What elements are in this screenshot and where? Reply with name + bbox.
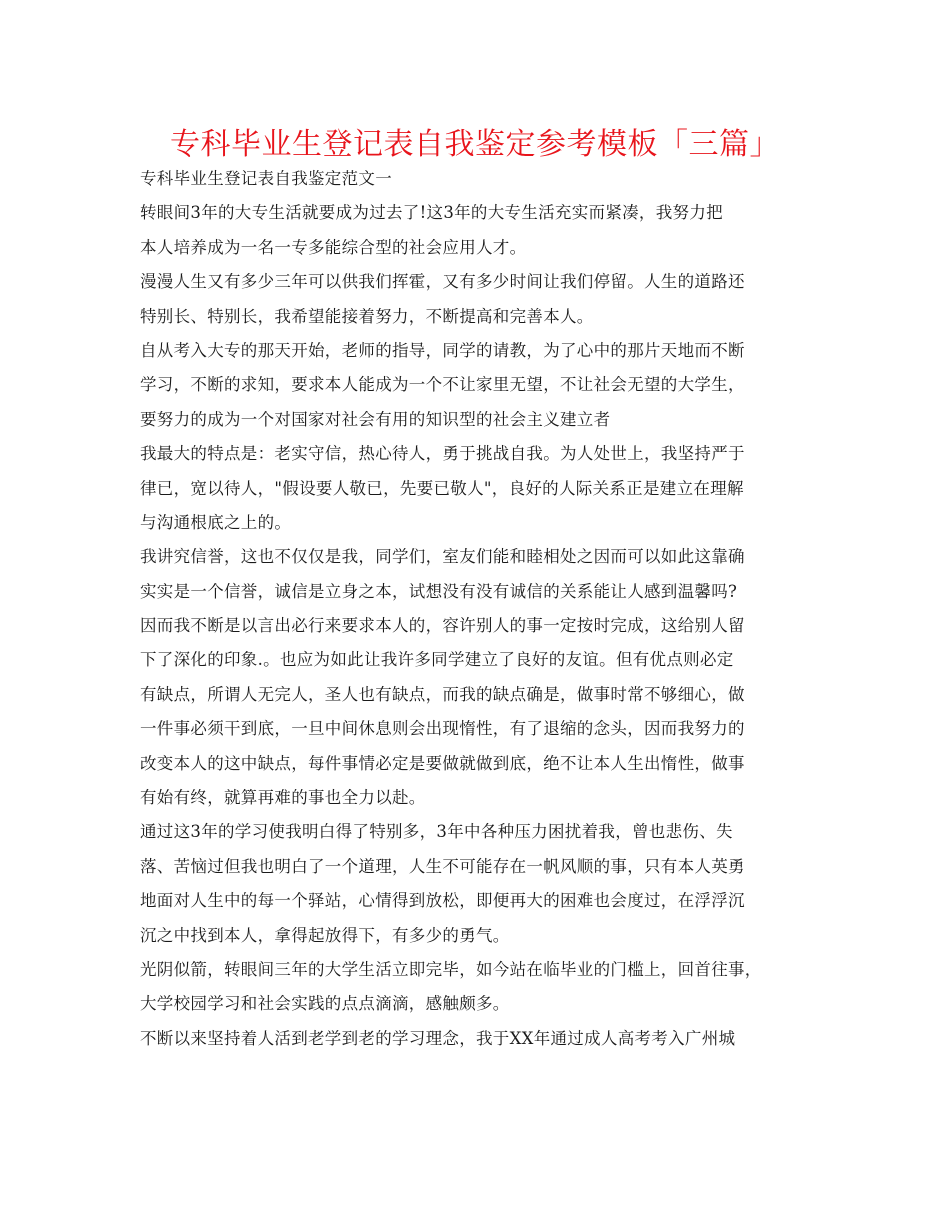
- paragraph-line: 光阴似箭，转眼间三年的大学生活立即完毕，如今站在临毕业的门槛上，回首往事，: [140, 959, 762, 979]
- paragraph-line: 大学校园学习和社会实践的点点滴滴，感触颇多。: [140, 994, 510, 1014]
- paragraph-line: 有始有终，就算再难的事也全力以赴。: [140, 788, 426, 808]
- paragraph-line: 沉之中找到本人，拿得起放得下，有多少的勇气。: [140, 925, 510, 945]
- document-body: [140, 162, 812, 1056]
- paragraph-line: 本人培养成为一名一专多能综合型的社会应用人才。: [140, 237, 527, 257]
- paragraph-line: 与沟通根底之上的。: [140, 512, 292, 532]
- paragraph-line: 有缺点，所谓人无完人，圣人也有缺点，而我的缺点确是，做事时常不够细心，做: [140, 684, 745, 704]
- paragraph-line: 要努力的成为一个对国家对社会有用的知识型的社会主义建立者: [140, 409, 611, 429]
- paragraph-line: 因而我不断是以言出必行来要求本人的，容许别人的事一定按时完成，这给别人留: [140, 616, 745, 636]
- paragraph-line: 学习，不断的求知，要求本人能成为一个不让家里无望，不让社会无望的大学生，: [140, 375, 745, 395]
- section-heading: 专科毕业生登记表自我鉴定范文一: [140, 169, 392, 188]
- paragraph-line: 自从考入大专的那天开始，老师的指导，同学的请教，为了心中的那片天地而不断: [140, 340, 745, 360]
- paragraph-line: 特别长、特别长，我希望能接着努力，不断提高和完善本人。: [140, 306, 594, 326]
- paragraph-line: 一件事必须干到底，一旦中间休息则会出现惰性，有了退缩的念头，因而我努力的: [140, 719, 745, 739]
- paragraph-line: 通过这3年的学习使我明白得了特别多，3年中各种压力困扰着我，曾也悲伤、失: [140, 822, 733, 842]
- paragraph-line: 不断以来坚持着人活到老学到老的学习理念，我于XX年通过成人高考考入广州城: [140, 1028, 736, 1048]
- paragraph-line: 下了深化的印象.。也应为如此让我许多同学建立了良好的友谊。但有优点则必定: [140, 650, 734, 670]
- paragraph-line: 改变本人的这中缺点，每件事情必定是要做就做到底，绝不让本人生出惰性，做事: [140, 753, 745, 773]
- paragraph-line: 实实是一个信誉，诚信是立身之本，试想没有没有诚信的关系能让人感到温馨吗?: [140, 581, 738, 601]
- paragraph-line: 转眼间3年的大专生活就要成为过去了!这3年的大专生活充实而紧凑，我努力把: [140, 203, 723, 223]
- paragraph-line: 我讲究信誉，这也不仅仅是我，同学们，室友们能和睦相处之因而可以如此这靠确: [140, 547, 745, 567]
- paragraph-line: 漫漫人生又有多少三年可以供我们挥霍，又有多少时间让我们停留。人生的道路还: [140, 272, 745, 292]
- paragraph-line: 律已，宽以待人，"假设要人敬已，先要已敬人"，良好的人际关系正是建立在理解: [140, 478, 744, 498]
- paragraph-line: 地面对人生中的每一个驿站，心情得到放松，即便再大的困难也会度过，在浮浮沉: [140, 891, 745, 911]
- paragraph-line: 我最大的特点是：老实守信，热心待人，勇于挑战自我。为人处世上，我坚持严于: [140, 444, 745, 464]
- paragraph-line: 落、苦恼过但我也明白了一个道理，人生不可能存在一帆风顺的事，只有本人英勇: [140, 856, 745, 876]
- document-title: 专科毕业生登记表自我鉴定参考模板「三篇」: [170, 127, 780, 162]
